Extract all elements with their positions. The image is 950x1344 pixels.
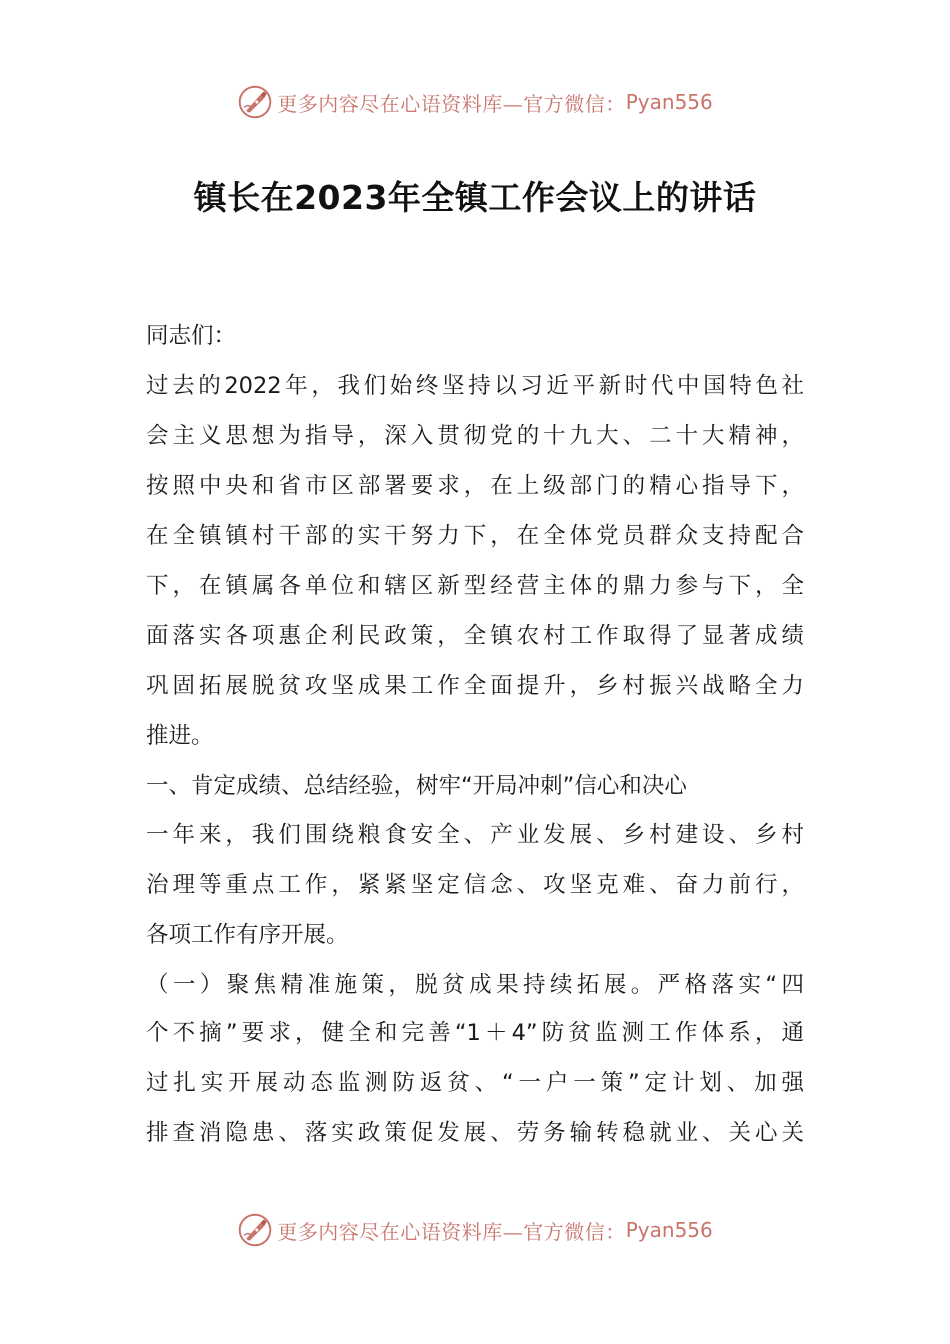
paragraph-line: 按照中央和省市区部署要求，在上级部门的精心指导下， [146, 473, 804, 499]
watermark-text: 更多内容尽在心语资料库—官方微信： [277, 1219, 626, 1244]
paragraph-line: 推进。 [146, 723, 214, 749]
paragraph-line: 在全镇镇村干部的实干努力下，在全体党员群众支持配合 [146, 523, 804, 549]
document-title: 镇长在2023年全镇工作会议上的讲话 [193, 178, 757, 217]
paragraph-line: 过去的2022年，我们始终坚持以习近平新时代中国特色社 [146, 373, 804, 399]
pen-nib-logo-icon [237, 84, 273, 120]
paragraph-line: 个不摘”要求，健全和完善“1＋4”防贫监测工作体系，通 [146, 1020, 804, 1046]
watermark-wechat-id: Pyan556 [625, 1218, 713, 1242]
footer-watermark [0, 1208, 950, 1252]
section-heading: 一、肯定成绩、总结经验，树牢“开局冲刺”信心和决心 [146, 773, 687, 799]
paragraph-line: 会主义思想为指导，深入贯彻党的十九大、二十大精神， [146, 423, 804, 449]
watermark-text: 更多内容尽在心语资料库—官方微信： [277, 91, 626, 116]
subsection-line: （一）聚焦精准施策，脱贫成果持续拓展。严格落实“四 [146, 972, 804, 998]
pen-nib-logo-icon [237, 1212, 273, 1248]
paragraph-line: 一年来，我们围绕粮食安全、产业发展、乡村建设、乡村 [146, 822, 804, 848]
header-watermark [0, 80, 950, 124]
paragraph-line: 治理等重点工作，紧紧坚定信念、攻坚克难、奋力前行， [146, 872, 804, 898]
paragraph-line: 各项工作有序开展。 [146, 922, 349, 948]
watermark-wechat-id: Pyan556 [625, 90, 713, 114]
paragraph-line: 下，在镇属各单位和辖区新型经营主体的鼎力参与下，全 [146, 573, 804, 599]
paragraph-line: 巩固拓展脱贫攻坚成果工作全面提升，乡村振兴战略全力 [146, 673, 804, 699]
salutation: 同志们： [146, 323, 237, 349]
paragraph-line: 过扎实开展动态监测防返贫、“一户一策”定计划、加强 [146, 1070, 804, 1096]
paragraph-line: 排查消隐患、落实政策促发展、劳务输转稳就业、关心关 [146, 1120, 804, 1146]
paragraph-line: 面落实各项惠企利民政策，全镇农村工作取得了显著成绩 [146, 623, 804, 649]
